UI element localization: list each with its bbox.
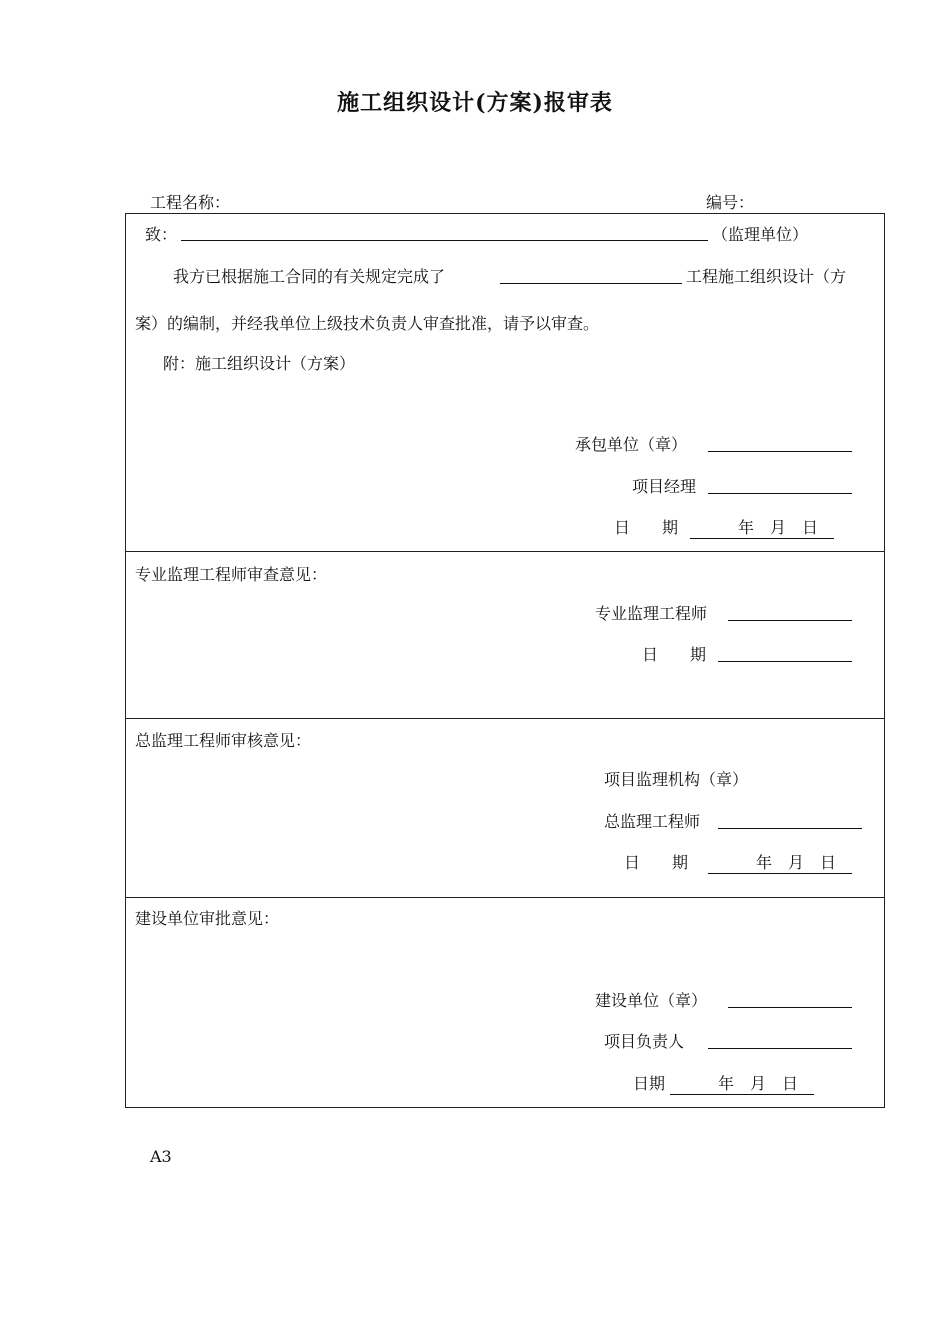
chief-engineer-blank[interactable] xyxy=(718,828,862,829)
attachment-text: 附：施工组织设计（方案） xyxy=(163,354,356,373)
project-leader-label: 项目负责人 xyxy=(604,1032,685,1051)
page-title: 施工组织设计(方案)报审表 xyxy=(337,90,613,116)
chief-engineer-label: 总监理工程师 xyxy=(604,812,701,831)
contractor-label: 承包单位（章） xyxy=(575,435,688,454)
owner-unit-label: 建设单位（章） xyxy=(595,991,708,1010)
date-label-4: 日期 xyxy=(633,1074,666,1093)
engineer-label: 专业监理工程师 xyxy=(595,604,708,623)
date-label-2: 日 期 xyxy=(642,645,707,664)
engineer-blank[interactable] xyxy=(728,620,852,621)
section-divider-2 xyxy=(125,718,885,719)
owner-unit-blank[interactable] xyxy=(728,1007,852,1008)
form-code: A3 xyxy=(150,1147,172,1166)
supervision-org-label: 项目监理机构（章） xyxy=(604,770,749,789)
project-name-label: 工程名称： xyxy=(150,193,231,212)
manager-blank[interactable] xyxy=(708,493,852,494)
body-text-line2: 案）的编制，并经我单位上级技术负责人审查批准，请予以审查。 xyxy=(135,314,600,333)
date-value-4[interactable]: 年 月 日 xyxy=(670,1071,814,1095)
section-divider-3 xyxy=(125,897,885,898)
to-label: 致： xyxy=(145,225,178,244)
engineer-review-heading: 专业监理工程师审查意见： xyxy=(135,565,328,584)
project-leader-blank[interactable] xyxy=(708,1048,852,1049)
manager-label: 项目经理 xyxy=(632,477,697,496)
body-text-line1-b: 工程施工组织设计（方 xyxy=(686,267,847,286)
number-label: 编号： xyxy=(706,193,755,212)
supervision-unit-label: （监理单位） xyxy=(712,225,809,244)
chief-review-heading: 总监理工程师审核意见： xyxy=(135,731,312,750)
section-divider-1 xyxy=(125,551,885,552)
project-blank[interactable] xyxy=(500,283,682,284)
supervision-unit-blank[interactable] xyxy=(181,240,708,241)
contractor-blank[interactable] xyxy=(708,451,852,452)
date-value-3[interactable]: 年 月 日 xyxy=(708,850,852,874)
owner-approval-heading: 建设单位审批意见： xyxy=(135,909,280,928)
body-text-line1-a: 我方已根据施工合同的有关规定完成了 xyxy=(173,267,446,286)
date-label-1: 日 期 xyxy=(614,518,679,537)
date-blank-2[interactable] xyxy=(718,661,852,662)
date-value-1[interactable]: 年 月 日 xyxy=(690,515,834,539)
date-label-3: 日 期 xyxy=(624,853,689,872)
